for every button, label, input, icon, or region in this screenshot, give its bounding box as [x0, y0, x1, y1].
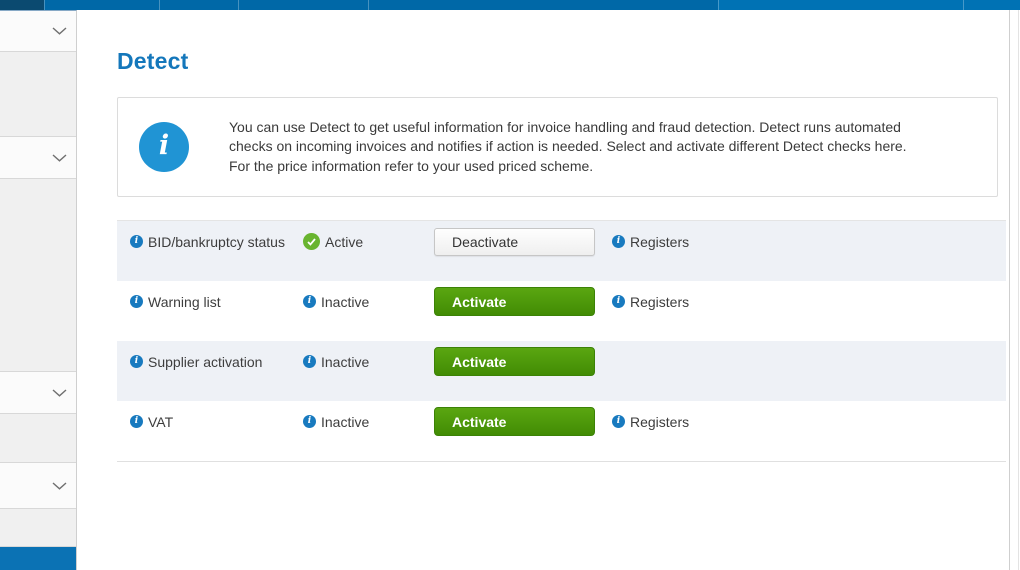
status-cell — [303, 354, 434, 370]
content-right-border — [1009, 10, 1010, 570]
sidebar-section-content — [0, 179, 76, 372]
table-row — [117, 341, 1006, 401]
check-name-cell — [130, 294, 303, 310]
nav-divider — [44, 0, 45, 10]
window-right-border — [1018, 10, 1019, 570]
check-circle-icon — [303, 233, 320, 250]
nav-divider — [238, 0, 239, 10]
top-navigation-bar — [0, 0, 1020, 10]
check-name: BID/bankruptcy status — [148, 233, 285, 250]
status-badge: Inactive — [321, 413, 370, 430]
registers-label: Registers — [630, 293, 690, 310]
page-title: Detect — [117, 48, 189, 74]
check-name-cell — [130, 414, 303, 430]
info-circle-icon: i — [303, 355, 316, 368]
nav-segment-dark[interactable] — [0, 0, 44, 10]
info-line: For the price information refer to your used priced scheme. — [229, 157, 594, 174]
registers-cell — [612, 234, 689, 250]
info-line: You can use Detect to get useful information for invoice handling and fraud detection. Detect runs automated — [229, 118, 901, 135]
check-name: VAT — [148, 413, 174, 430]
status-cell — [303, 233, 434, 250]
sidebar-section-header[interactable] — [0, 137, 76, 179]
registers-label: Registers — [630, 413, 690, 430]
info-circle-icon: i — [303, 415, 316, 428]
info-icon[interactable]: i — [130, 415, 143, 428]
status-badge: Inactive — [321, 293, 370, 310]
nav-divider — [368, 0, 369, 10]
check-name-cell — [130, 354, 303, 370]
sidebar — [0, 10, 77, 570]
sidebar-section-content — [0, 414, 76, 463]
info-icon[interactable]: i — [130, 295, 143, 308]
info-circle-icon: i — [303, 295, 316, 308]
nav-divider — [159, 0, 160, 10]
info-box — [117, 97, 998, 197]
sidebar-item-active[interactable] — [0, 547, 76, 570]
registers-label: Registers — [630, 233, 690, 250]
info-icon[interactable]: i — [612, 295, 625, 308]
chevron-down-icon — [52, 389, 67, 397]
check-name-cell — [130, 234, 303, 250]
nav-segment[interactable] — [718, 0, 1020, 10]
nav-divider — [963, 0, 964, 10]
check-name: Supplier activation — [148, 353, 263, 370]
table-row — [117, 281, 1006, 341]
status-cell — [303, 414, 434, 430]
info-icon[interactable]: i — [130, 235, 143, 248]
registers-cell — [612, 414, 689, 430]
info-icon: i — [139, 122, 189, 172]
info-icon[interactable]: i — [130, 355, 143, 368]
info-icon[interactable]: i — [612, 415, 625, 428]
sidebar-section-content — [0, 509, 76, 547]
main-content — [78, 10, 1009, 570]
sidebar-section-content — [0, 52, 76, 137]
info-icon[interactable]: i — [612, 235, 625, 248]
check-name: Warning list — [148, 293, 221, 310]
nav-divider — [718, 0, 719, 10]
table-row — [117, 221, 1006, 281]
status-cell — [303, 294, 434, 310]
status-badge: Inactive — [321, 353, 370, 370]
registers-cell — [612, 294, 689, 310]
activate-button[interactable]: Activate — [434, 347, 595, 376]
chevron-down-icon — [52, 27, 67, 35]
sidebar-section-header[interactable] — [0, 11, 76, 52]
activate-button[interactable]: Activate — [434, 287, 595, 316]
sidebar-section-header[interactable] — [0, 372, 76, 414]
deactivate-button[interactable]: Deactivate — [434, 228, 595, 256]
table-row — [117, 401, 1006, 461]
chevron-down-icon — [52, 482, 67, 490]
chevron-down-icon — [52, 154, 67, 162]
info-line: checks on incoming invoices and notifies if action is needed. Select and activate different Detect checks here. — [229, 138, 907, 155]
status-badge: Active — [325, 233, 364, 250]
nav-segment[interactable] — [44, 0, 718, 10]
sidebar-section-header[interactable] — [0, 463, 76, 509]
info-box-text — [229, 118, 907, 177]
activate-button[interactable]: Activate — [434, 407, 595, 436]
detect-checks-table — [117, 220, 1006, 462]
